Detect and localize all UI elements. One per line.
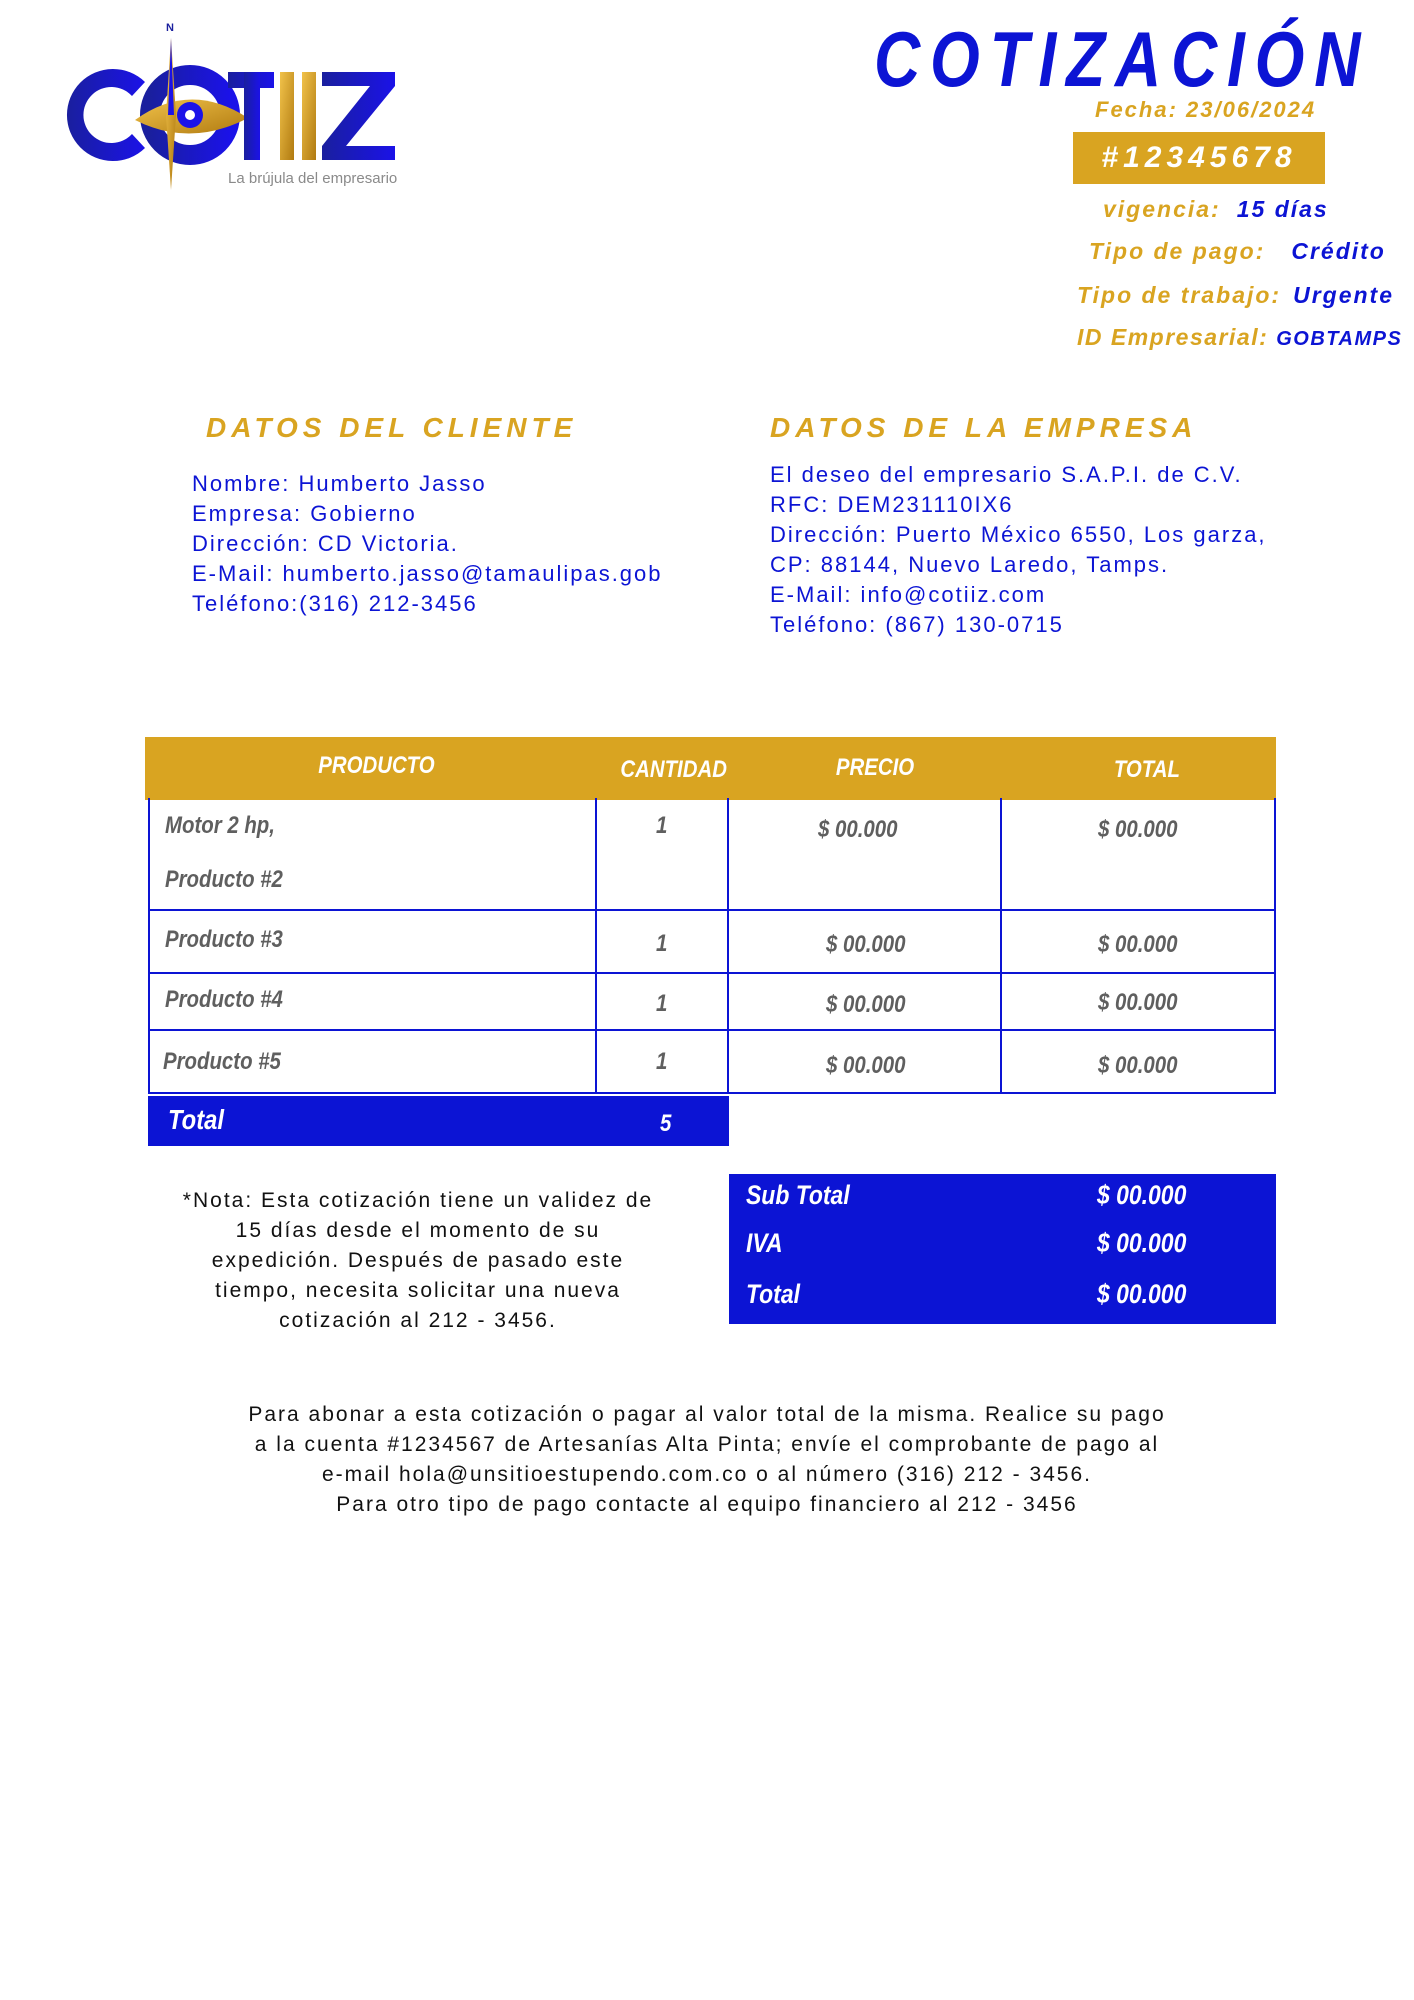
payment-type-value: Crédito: [1291, 238, 1386, 264]
row1-total: $ 00.000: [1098, 816, 1178, 843]
grand-total-label: Total: [746, 1279, 800, 1309]
row3-qty: 1: [656, 990, 668, 1017]
work-type-value: Urgente: [1293, 282, 1394, 308]
client-email: E-Mail: humberto.jasso@tamaulipas.gob: [192, 561, 663, 586]
payment-instructions: [150, 1400, 1264, 1520]
company-info: [770, 460, 1267, 640]
company-heading: DATOS DE LA EMPRESA: [770, 412, 1198, 443]
row1-qty: 1: [656, 812, 668, 839]
row2-total: $ 00.000: [1098, 931, 1178, 958]
header-precio: PRECIO: [835, 754, 915, 781]
client-name: Nombre: Humberto Jasso: [192, 471, 487, 496]
payment-line-3: e-mail hola@unsitioestupendo.com.co o al número (316) 212 - 3456.: [321, 1463, 1093, 1486]
company-address: Dirección: Puerto México 6550, Los garza,: [770, 522, 1267, 547]
business-id-row: [1077, 324, 1402, 351]
client-info: [192, 469, 663, 619]
compass-letter: N: [166, 22, 174, 34]
row3-product: Producto #4: [165, 986, 283, 1013]
client-phone: Teléfono:(316) 212-3456: [192, 591, 478, 616]
grand-total-value: $ 00.000: [1097, 1279, 1187, 1309]
row4-price: $ 00.000: [826, 1052, 906, 1079]
subtotal-label: Sub Total: [746, 1180, 850, 1210]
quantity-total-bar: [148, 1096, 729, 1146]
work-type-label: Tipo de trabajo:: [1077, 282, 1282, 308]
row2-qty: 1: [656, 930, 668, 957]
iva-value: $ 00.000: [1097, 1228, 1187, 1258]
payment-line-4: Para otro tipo de pago contacte al equipo financiero al 212 - 3456: [336, 1493, 1078, 1516]
row3-price: $ 00.000: [826, 991, 906, 1018]
client-heading: DATOS DEL CLIENTE: [206, 412, 578, 443]
row4-total: $ 00.000: [1098, 1052, 1178, 1079]
logo-tagline: La brújula del empresario: [228, 170, 398, 187]
quantity-total-value: 5: [660, 1110, 672, 1137]
validity-note: *Nota: Esta cotización tiene un validez de 15 días desde el momento de su expedición. Después de pasado este tiempo, necesita solicitar una nueva cotización al 212 - 3456.: [182, 1189, 654, 1332]
company-rfc: RFC: DEM231110IX6: [770, 492, 1014, 517]
payment-type-row: [1089, 238, 1386, 265]
work-type-row: [1077, 282, 1394, 309]
company-phone: Teléfono: (867) 130-0715: [770, 612, 1064, 637]
vigencia-value: 15 días: [1236, 196, 1329, 222]
quantity-total-label: Total: [168, 1104, 224, 1135]
row1-product-2: Producto #2: [165, 866, 283, 893]
payment-type-label: Tipo de pago:: [1089, 238, 1266, 264]
vigencia-label: vigencia:: [1103, 196, 1221, 222]
row3-total: $ 00.000: [1098, 989, 1178, 1016]
client-address: Dirección: CD Victoria.: [192, 531, 459, 556]
row1-price: $ 00.000: [818, 816, 898, 843]
payment-line-1: Para abonar a esta cotización o pagar al valor total de la misma. Realice su pago: [248, 1403, 1166, 1426]
header-cantidad: CANTIDAD: [620, 756, 727, 783]
row2-price: $ 00.000: [826, 931, 906, 958]
row2-product: Producto #3: [165, 926, 283, 953]
document-title: COTIZACIÓN: [873, 15, 1370, 103]
payment-line-2: a la cuenta #1234567 de Artesanías Alta Pinta; envíe el comprobante de pago al: [254, 1433, 1160, 1456]
quote-number: #12345678: [1101, 141, 1297, 174]
quote-number-badge: [1073, 132, 1325, 184]
header-producto: PRODUCTO: [318, 752, 435, 779]
client-company: Empresa: Gobierno: [192, 501, 417, 526]
business-id-label: ID Empresarial:: [1077, 324, 1269, 350]
row4-qty: 1: [656, 1048, 668, 1075]
company-email: E-Mail: info@cotiiz.com: [770, 582, 1047, 607]
header-total: TOTAL: [1113, 756, 1180, 783]
company-name: El deseo del empresario S.A.P.I. de C.V.: [770, 462, 1243, 487]
subtotal-value: $ 00.000: [1097, 1180, 1187, 1210]
row4-product: Producto #5: [163, 1048, 281, 1075]
business-id-value: GOBTAMPS: [1276, 328, 1403, 350]
company-postal: CP: 88144, Nuevo Laredo, Tamps.: [770, 552, 1170, 577]
quote-date: Fecha: 23/06/2024: [1095, 97, 1317, 122]
iva-label: IVA: [746, 1228, 783, 1258]
vigencia-row: [1103, 196, 1329, 223]
row1-product: Motor 2 hp,: [165, 812, 275, 839]
